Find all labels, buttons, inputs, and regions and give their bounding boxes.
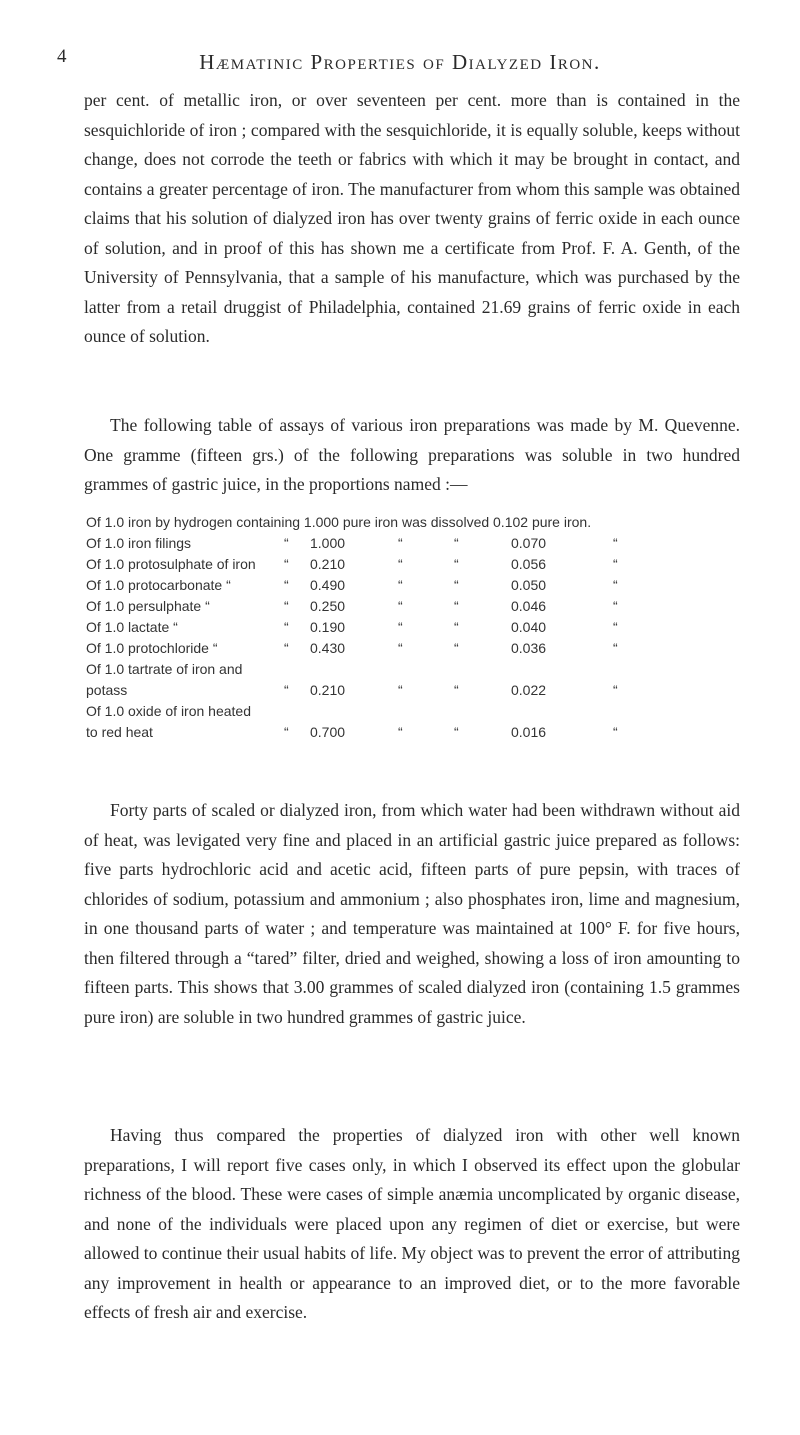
ditto-mark: “ bbox=[398, 724, 403, 740]
ditto-mark: “ bbox=[454, 724, 459, 740]
ditto-mark: “ bbox=[398, 577, 403, 593]
ditto-mark: “ bbox=[454, 598, 459, 614]
dissolved-amount: 0.036 bbox=[511, 640, 547, 656]
paragraph-3: Forty parts of scaled or dialyzed iron, from which water had been withdrawn without aid of heat, was levigated very fine and placed in an artificial gastric juice prepared as follows: five parts hydrochloric acid and acetic acid, fifteen parts of pure pepsin, with traces of chlorides of sodium, potassium and ammonium ; also phosphates iron, lime and magnesium, in one thousand parts of water ; and temperature was maintained at 100° F. for five hours, then filtered through a “tared” filter, dried and weighed, showing a loss of iron amounting to fifteen parts. This shows that 3.00 grammes of scaled dialyzed iron (containing 1.5 grammes pure iron) are soluble in two hundred grammes of gastric juice. bbox=[84, 800, 740, 1027]
ditto-mark: “ bbox=[613, 535, 618, 551]
table-row bbox=[86, 638, 746, 659]
row-label: Of 1.0 protocarbonate “ bbox=[86, 577, 231, 593]
iron-amount: 0.190 bbox=[310, 619, 346, 635]
iron-amount: 1.000 bbox=[310, 535, 346, 551]
iron-amount: 0.700 bbox=[310, 724, 346, 740]
table-row bbox=[86, 659, 746, 701]
ditto-mark: “ bbox=[284, 577, 289, 593]
row-label-line-2: to red heat bbox=[86, 724, 153, 740]
running-head: Hæmatinic Properties of Dialyzed Iron. bbox=[199, 50, 601, 74]
row-label: Of 1.0 persulphate “ bbox=[86, 598, 210, 614]
iron-amount: 0.210 bbox=[310, 556, 346, 572]
ditto-mark: “ bbox=[454, 682, 459, 698]
dissolved-amount: 0.016 bbox=[511, 724, 547, 740]
dissolved-amount: 0.022 bbox=[511, 682, 547, 698]
ditto-mark: “ bbox=[284, 556, 289, 572]
ditto-mark: “ bbox=[284, 598, 289, 614]
assay-table bbox=[86, 512, 746, 743]
ditto-mark: “ bbox=[613, 724, 618, 740]
row-label bbox=[86, 701, 251, 743]
paragraph-2: The following table of assays of various iron preparations was made by M. Quevenne. One gramme (fifteen grs.) of the following preparations was soluble in two hundred grammes of gastric juice, in the proportions named :— bbox=[84, 415, 740, 494]
row-label: Of 1.0 iron filings bbox=[86, 535, 192, 551]
table-row bbox=[86, 596, 746, 617]
table-row bbox=[86, 575, 746, 596]
row-label: Of 1.0 protosulphate of iron bbox=[86, 556, 256, 572]
ditto-mark: “ bbox=[284, 640, 289, 656]
paragraph-1: per cent. of metallic iron, or over seventeen per cent. more than is contained in the sesquichloride of iron ; compared with the sesquichloride, it is equally soluble, keeps without change, does not corrode the teeth or fabrics with which it may be brought in contact, and contains a greater percentage of iron. The manufacturer from whom this sample was obtained claims that his solution of dialyzed iron has over twenty grains of ferric oxide in each ounce of solution, and in proof of this has shown me a certificate from Prof. F. A. Genth, of the University of Pennsylvania, that a sample of his manufacture, which was purchased by the latter from a retail druggist of Philadelphia, contained 21.69 grains of ferric oxide in each ounce of solution. bbox=[84, 90, 740, 346]
ditto-mark: “ bbox=[613, 682, 618, 698]
table-row bbox=[86, 617, 746, 638]
ditto-mark: “ bbox=[284, 619, 289, 635]
row-label-line-2: potass bbox=[86, 682, 128, 698]
ditto-mark: “ bbox=[398, 640, 403, 656]
ditto-mark: “ bbox=[454, 577, 459, 593]
table-row bbox=[86, 701, 746, 743]
table-row bbox=[86, 554, 746, 575]
row-label: Of 1.0 lactate “ bbox=[86, 619, 178, 635]
ditto-mark: “ bbox=[613, 640, 618, 656]
ditto-mark: “ bbox=[454, 640, 459, 656]
ditto-mark: “ bbox=[613, 556, 618, 572]
ditto-mark: “ bbox=[454, 619, 459, 635]
ditto-mark: “ bbox=[398, 556, 403, 572]
dissolved-amount: 0.046 bbox=[511, 598, 547, 614]
ditto-mark: “ bbox=[613, 577, 618, 593]
table-lead-row: Of 1.0 iron by hydrogen containing 1.000 pure iron was dissolved 0.102 pure iron. bbox=[86, 514, 592, 530]
iron-amount: 0.430 bbox=[310, 640, 346, 656]
iron-amount: 0.490 bbox=[310, 577, 346, 593]
paragraph-4: Having thus compared the properties of dialyzed iron with other well known preparations, I will report five cases only, in which I observed its effect upon the globular richness of the blood. These were cases of simple anæmia uncomplicated by organic disease, and none of the individuals were placed upon any regimen of diet or exercise, but were allowed to continue their usual habits of life. My object was to prevent the error of attributing any improvement in health or appearance to an improved diet, or to the more favorable effects of fresh air and exercise. bbox=[84, 1125, 740, 1322]
dissolved-amount: 0.070 bbox=[511, 535, 547, 551]
iron-amount: 0.250 bbox=[310, 598, 346, 614]
ditto-mark: “ bbox=[454, 535, 459, 551]
iron-amount: 0.210 bbox=[310, 682, 346, 698]
dissolved-amount: 0.056 bbox=[511, 556, 547, 572]
ditto-mark: “ bbox=[284, 724, 289, 740]
page-number: 4 bbox=[57, 46, 67, 67]
ditto-mark: “ bbox=[454, 556, 459, 572]
ditto-mark: “ bbox=[398, 535, 403, 551]
ditto-mark: “ bbox=[398, 682, 403, 698]
ditto-mark: “ bbox=[284, 682, 289, 698]
dissolved-amount: 0.050 bbox=[511, 577, 547, 593]
ditto-mark: “ bbox=[613, 619, 618, 635]
row-label-line-1: Of 1.0 tartrate of iron and bbox=[86, 661, 243, 677]
dissolved-amount: 0.040 bbox=[511, 619, 547, 635]
ditto-mark: “ bbox=[613, 598, 618, 614]
ditto-mark: “ bbox=[284, 535, 289, 551]
row-label-line-1: Of 1.0 oxide of iron heated bbox=[86, 703, 251, 719]
row-label bbox=[86, 659, 242, 701]
row-label: Of 1.0 protochloride “ bbox=[86, 640, 218, 656]
ditto-mark: “ bbox=[398, 598, 403, 614]
table-row bbox=[86, 533, 746, 554]
ditto-mark: “ bbox=[398, 619, 403, 635]
